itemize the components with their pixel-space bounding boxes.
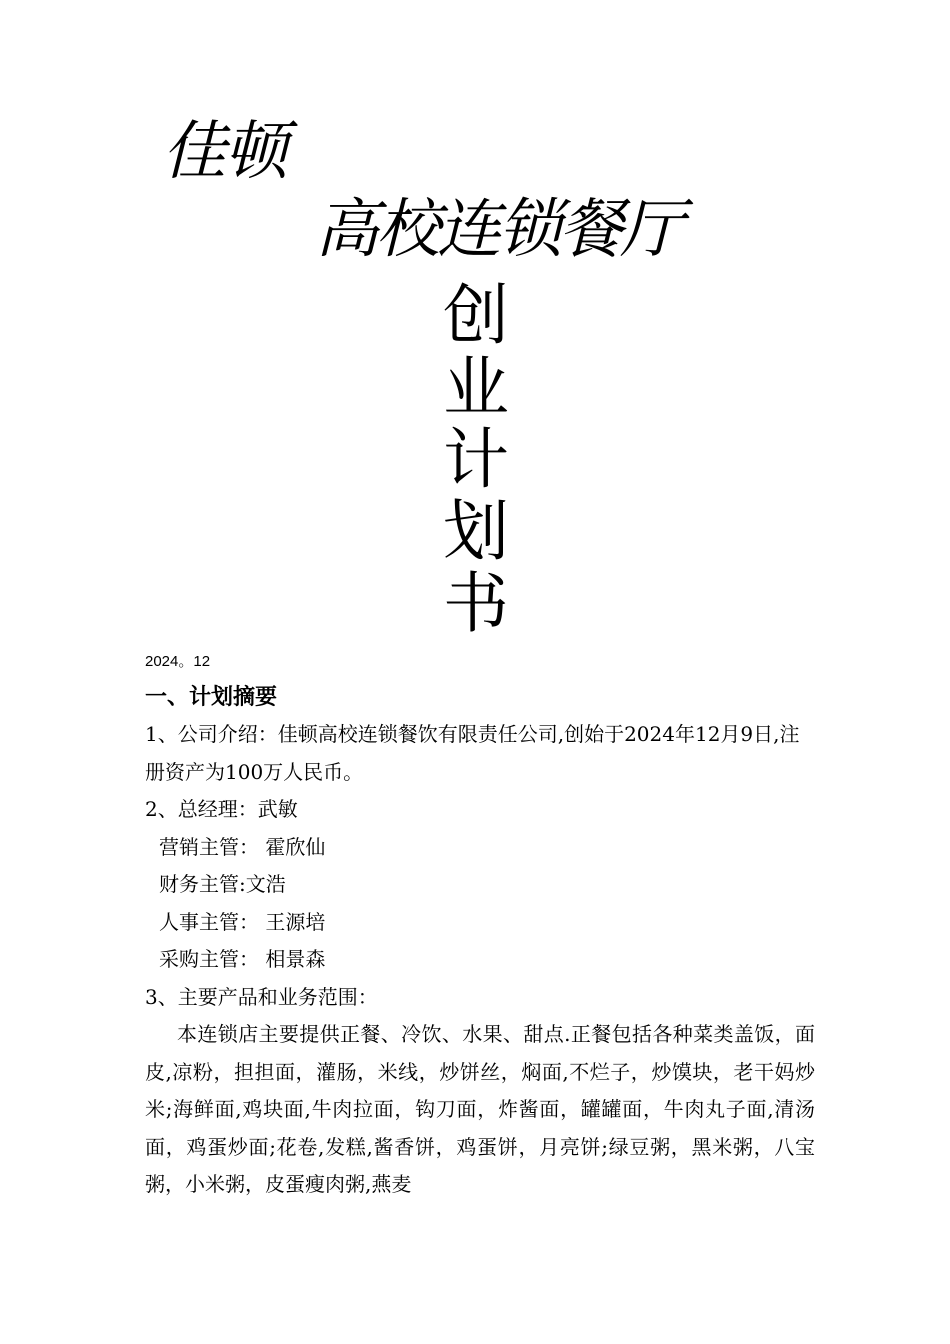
purchasing-manager: 采购主管： 相景森	[159, 947, 326, 971]
products-heading: 3、主要产品和业务范围：	[145, 984, 378, 1009]
document-date: 2024。12	[145, 653, 211, 670]
company-intro: 1、公司介绍：佳顿高校连锁餐饮有限责任公司,创始于2024年12月9日,注册资产为100万人民币。	[145, 722, 800, 784]
hr-manager: 人事主管： 王源培	[159, 909, 326, 934]
title-char: 划	[443, 493, 509, 570]
general-manager: 2、总经理：武敏	[145, 797, 298, 821]
title-char: 计	[443, 421, 509, 498]
finance-manager: 财务主管:文浩	[159, 872, 286, 896]
products-paragraph: 本连锁店主要提供正餐、冷饮、水果、甜点.正餐包括各种菜类盖饭，面皮,凉粉，担担面，灌肠，米线，炒饼丝，焖面,不烂子，炒馍块，老干妈炒米;海鲜面,鸡块面,牛肉拉面，钩刀面，炸酱面，罐罐面，牛肉丸子面,清汤面，鸡蛋炒面;花卷,发糕,酱香饼，鸡蛋饼，月亮饼;绿豆粥，黑米粥，八宝粥，小米粥，皮蛋瘦肉粥,燕麦	[145, 1022, 815, 1196]
title-subtitle: 高校连锁餐厅	[315, 193, 681, 267]
title-brand: 佳顿	[162, 115, 286, 189]
title-char: 书	[443, 565, 509, 642]
title-vertical	[438, 277, 514, 642]
title-char: 业	[443, 349, 509, 426]
marketing-manager: 营销主管： 霍欣仙	[159, 834, 326, 859]
section-body	[145, 716, 815, 1204]
section-heading: 一、计划摘要	[145, 685, 278, 710]
title-char: 创	[443, 277, 509, 354]
